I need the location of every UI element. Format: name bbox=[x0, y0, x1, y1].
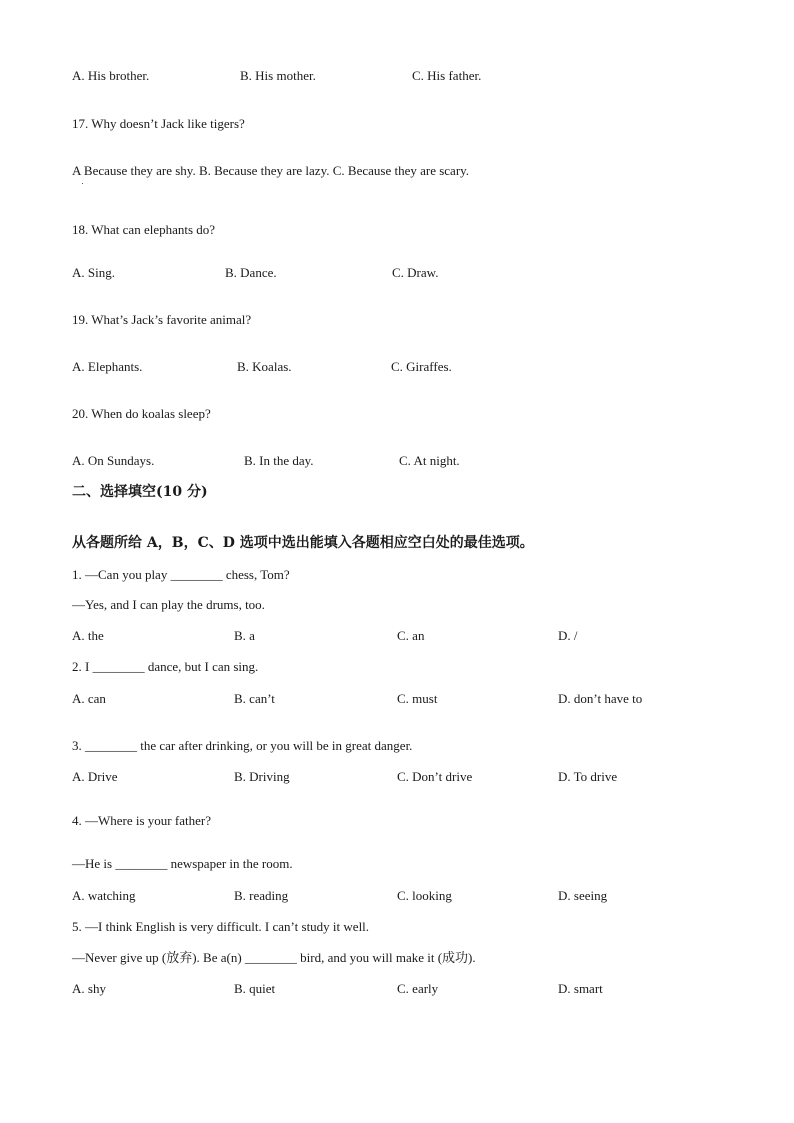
stray-dot bbox=[82, 183, 83, 184]
q20-option-c: C. At night. bbox=[399, 453, 460, 468]
mc1-option-d: D. / bbox=[558, 628, 578, 643]
mc5-option-d: D. smart bbox=[558, 981, 603, 996]
mc4-question: 4. —Where is your father? bbox=[72, 813, 211, 828]
mc4-options bbox=[72, 888, 754, 904]
q18-option-b: B. Dance. bbox=[225, 265, 277, 280]
mc3-option-a: A. Drive bbox=[72, 769, 118, 784]
mc4-option-a: A. watching bbox=[72, 888, 136, 903]
mc3-option-b: B. Driving bbox=[234, 769, 290, 784]
q17-options: A Because they are shy. B. Because they are lazy. C. Because they are scary. bbox=[72, 163, 470, 178]
mc2-option-d: D. don’t have to bbox=[558, 691, 643, 706]
section-2-title: 二、选择填空(10 分) bbox=[72, 484, 208, 500]
mc2-options bbox=[72, 691, 754, 707]
mc4-option-d: D. seeing bbox=[558, 888, 608, 903]
mc1-option-a: A. the bbox=[72, 628, 104, 643]
q20-question: 20. When do koalas sleep? bbox=[72, 406, 211, 421]
mc3-option-c: C. Don’t drive bbox=[397, 769, 473, 784]
mc5-answer-line: —Never give up (放弃). Be a(n) ________ bird, and you will make it (成功). bbox=[72, 950, 476, 965]
mc2-question: 2. I ________ dance, but I can sing. bbox=[72, 659, 259, 674]
mc1-answer-line: —Yes, and I can play the drums, too. bbox=[72, 597, 265, 612]
q16-option-a: A. His brother. bbox=[72, 68, 150, 83]
mc4-option-b: B. reading bbox=[234, 888, 289, 903]
mc3-options bbox=[72, 769, 754, 785]
q19-question: 19. What’s Jack’s favorite animal? bbox=[72, 312, 252, 327]
mc5-options bbox=[72, 981, 754, 997]
section-2-instruction: 从各题所给 A，B，C、D 选项中选出能填入各题相应空白处的最佳选项。 bbox=[72, 535, 534, 551]
mc1-option-b: B. a bbox=[234, 628, 255, 643]
mc1-option-c: C. an bbox=[397, 628, 425, 643]
q17-question: 17. Why doesn’t Jack like tigers? bbox=[72, 116, 245, 131]
q18-options bbox=[72, 265, 754, 281]
q18-option-c: C. Draw. bbox=[392, 265, 439, 280]
mc4-answer-line: —He is ________ newspaper in the room. bbox=[72, 856, 293, 871]
q20-option-b: B. In the day. bbox=[244, 453, 314, 468]
mc2-option-a: A. can bbox=[72, 691, 106, 706]
q19-option-b: B. Koalas. bbox=[237, 359, 292, 374]
mc5-option-c: C. early bbox=[397, 981, 439, 996]
q16-options bbox=[72, 68, 754, 84]
mc5-option-b: B. quiet bbox=[234, 981, 276, 996]
mc5-question: 5. —I think English is very difficult. I can’t study it well. bbox=[72, 919, 370, 934]
q19-option-c: C. Giraffes. bbox=[391, 359, 452, 374]
mc1-options bbox=[72, 628, 754, 644]
q20-options bbox=[72, 453, 754, 469]
mc2-option-c: C. must bbox=[397, 691, 438, 706]
mc5-option-a: A. shy bbox=[72, 981, 106, 996]
q16-option-c: C. His father. bbox=[412, 68, 482, 83]
mc2-option-b: B. can’t bbox=[234, 691, 275, 706]
q18-option-a: A. Sing. bbox=[72, 265, 115, 280]
q20-option-a: A. On Sundays. bbox=[72, 453, 155, 468]
q16-option-b: B. His mother. bbox=[240, 68, 316, 83]
q18-question: 18. What can elephants do? bbox=[72, 222, 216, 237]
mc3-question: 3. ________ the car after drinking, or you will be in great danger. bbox=[72, 738, 413, 753]
mc3-option-d: D. To drive bbox=[558, 769, 618, 784]
mc4-option-c: C. looking bbox=[397, 888, 452, 903]
mc1-question: 1. —Can you play ________ chess, Tom? bbox=[72, 567, 290, 582]
q19-option-a: A. Elephants. bbox=[72, 359, 143, 374]
q19-options bbox=[72, 359, 754, 375]
